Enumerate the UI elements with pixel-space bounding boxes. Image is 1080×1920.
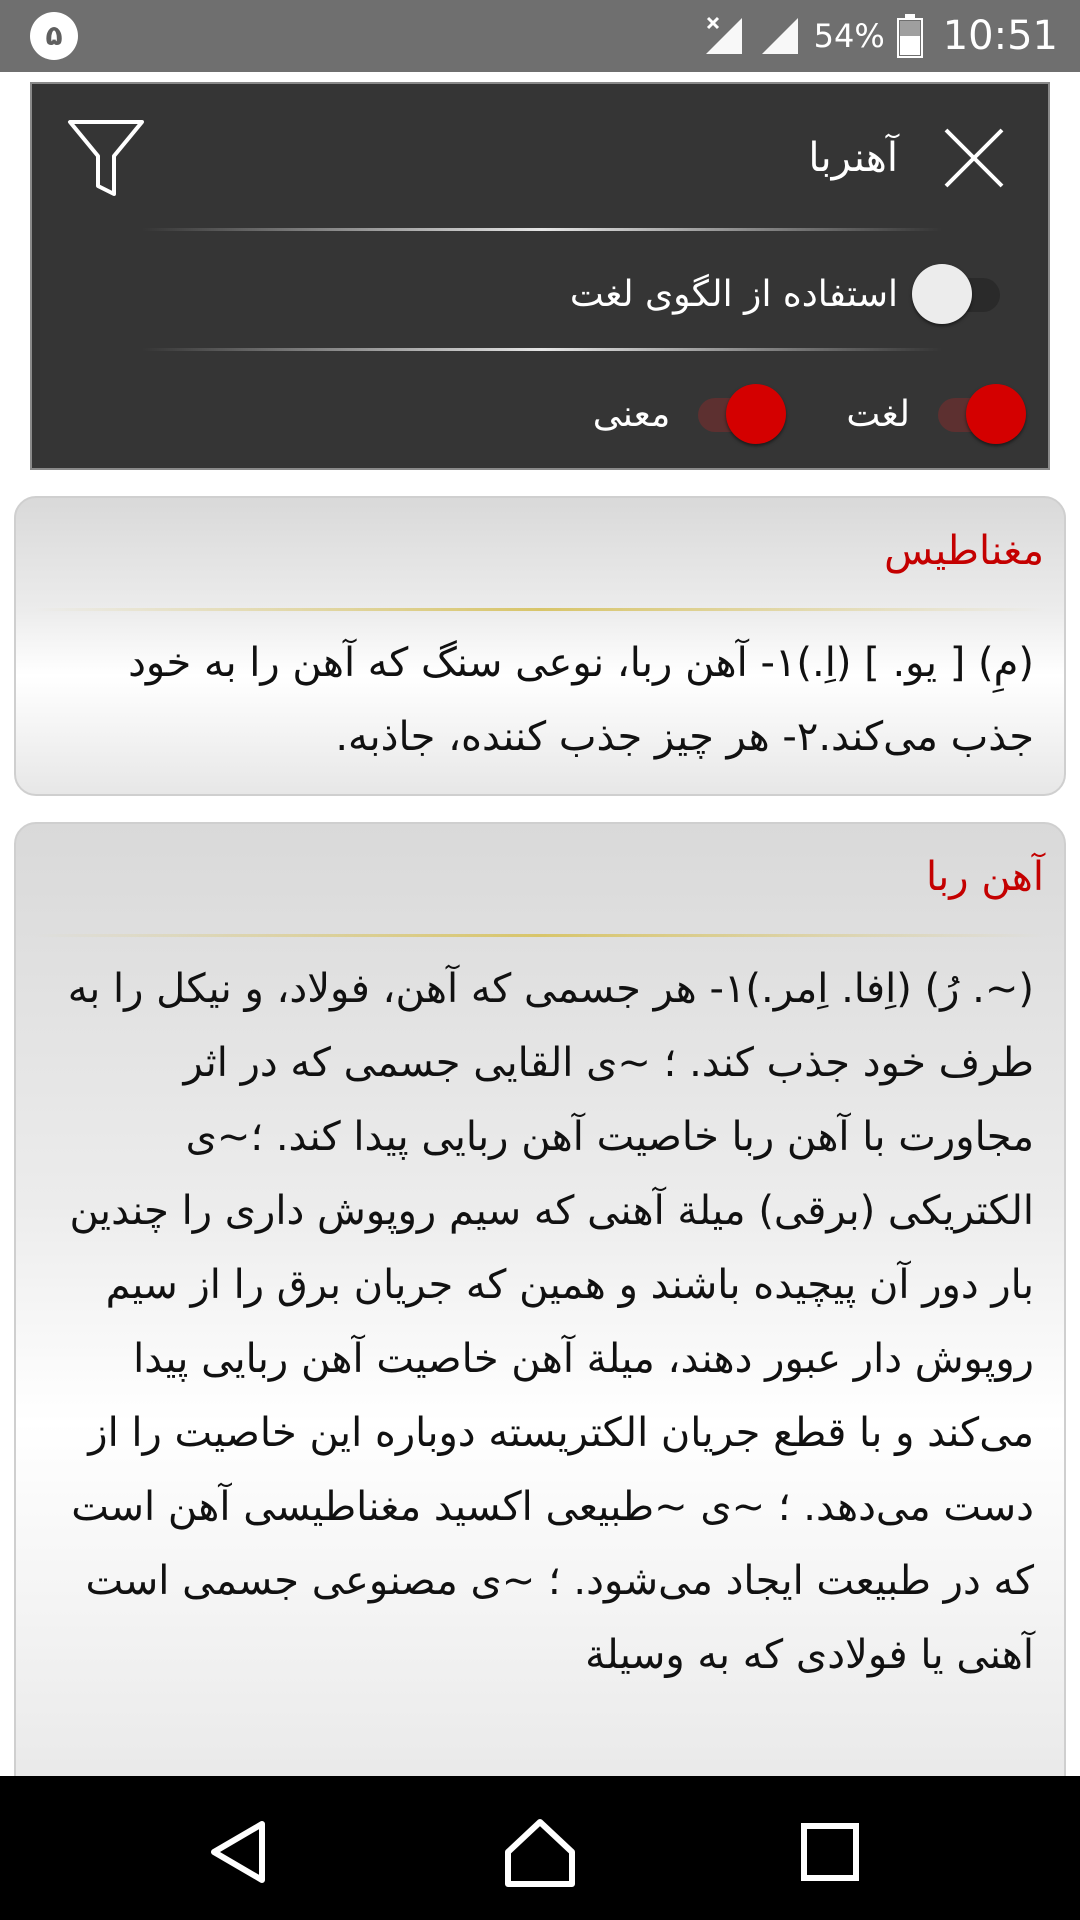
option-meaning — [593, 384, 787, 444]
battery-percent: 54% — [813, 17, 885, 55]
divider — [142, 348, 942, 351]
use-pattern-toggle[interactable] — [912, 264, 1008, 324]
result-definition: (مِ) [ یو. ] (اِ.)۱- آهن ربا، نوعی سنگ که آهن را به خود جذب می‌کند.۲- هر چیز جذب کننده، جاذبه. — [128, 640, 1034, 760]
use-pattern-label: استفاده از الگوی لغت — [569, 273, 898, 315]
result-title: مغناطیس — [884, 528, 1044, 574]
navigation-bar — [0, 1776, 1080, 1920]
search-row — [32, 84, 1048, 230]
option-word — [846, 384, 1026, 444]
toggle-knob — [912, 264, 972, 324]
card-divider — [34, 608, 1046, 611]
clock: 10:51 — [942, 13, 1058, 59]
signal-icon — [758, 14, 802, 58]
meaning-toggle[interactable] — [690, 384, 786, 444]
meaning-label: معنی — [592, 393, 671, 435]
result-title: آهن ربا — [925, 854, 1044, 900]
battery-icon — [897, 14, 923, 58]
word-toggle[interactable] — [930, 384, 1026, 444]
filter-icon[interactable] — [66, 116, 146, 200]
toggle-knob — [966, 384, 1026, 444]
notification-badge: ۵ — [30, 12, 78, 60]
result-definition: (~. رُ) (اِفا. اِمر.)۱- هر جسمی که آهن، فولاد، و نیکل را به طرف خود جذب کند. ؛ ~ی القایی جسمی که در اثر مجاورت با آهن ربا خاصیت آهن ربایی پیدا کند. ؛~ی الکتریکی (برقی) میلة آهنی که سیم روپوش داری را چندین بار دور آن پیچیده باشند و همین که جریان برق را از سیم روپوش دار عبور دهند، میلة آهن خاصیت آهن ربایی پیدا می‌کند و با قطع جریان الکتریسته دوباره این خاصیت را از دست می‌دهد. ؛ ~ی ~طبیعی اکسید مغناطیسی آهن است که در طبیعت ایجاد می‌شود. ؛ ~ی مصنوعی جسمی است آهنی یا فولادی که به وسیلة — [67, 966, 1034, 1678]
recent-apps-icon[interactable] — [790, 1812, 870, 1892]
back-icon[interactable] — [200, 1812, 280, 1892]
search-panel — [30, 82, 1050, 470]
result-card[interactable] — [14, 496, 1066, 796]
use-pattern-row — [570, 254, 1008, 334]
result-card[interactable] — [14, 822, 1066, 1822]
divider — [142, 228, 942, 231]
toggle-knob — [726, 384, 786, 444]
status-bar — [0, 0, 1080, 72]
status-right — [702, 0, 1058, 72]
close-icon[interactable] — [940, 124, 1008, 192]
card-divider — [34, 934, 1046, 937]
signal-icon — [702, 14, 746, 58]
home-icon[interactable] — [500, 1812, 580, 1892]
search-options-row — [593, 374, 1026, 454]
word-label: لغت — [846, 393, 910, 435]
search-term[interactable]: آهنربا — [808, 135, 898, 181]
